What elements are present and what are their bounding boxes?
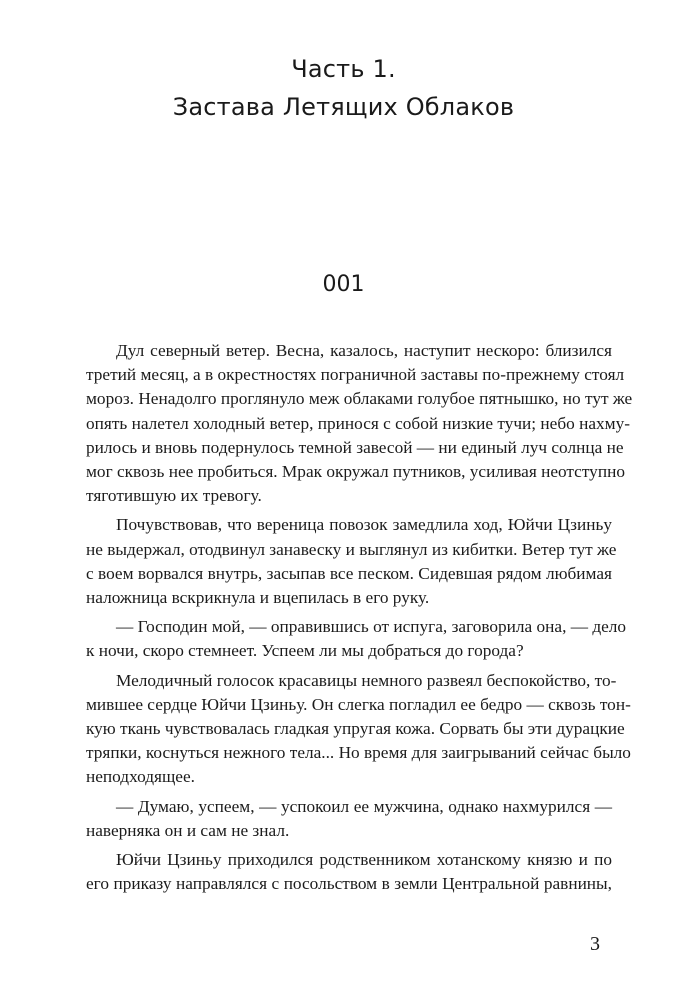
text-line: Дул северный ветер. Весна, казалось, наступит нескоро: близился [116,341,612,360]
text-line: наверняка он и сам не знал. [86,820,290,840]
text-line: мороз. Ненадолго проглянуло меж облаками голубое пятнышко, но тут же [86,389,633,409]
text-line: наложница вскрикнула и вцепилась в его руку. [86,588,430,608]
text-line: Мелодичный голосок красавицы немного развеял беспокойство, то- [116,670,617,690]
part-heading [0,50,687,126]
text-line: — Господин мой, — оправившись от испуга, заговорила она, — дело [116,617,627,637]
text-line: с воем ворвался внутрь, засыпав все песком. Сидевшая рядом любимая [86,563,612,583]
text-line: неподходящее. [86,767,195,787]
paragraph [86,615,627,663]
paragraph [86,848,612,896]
text-line: мог сквозь нее пробиться. Мрак окружал путников, усиливая неотступно [86,462,625,482]
paragraph [86,339,633,508]
text-line: Почувствовав, что вереница повозок замедлила ход, Юйчи Цзиньу [116,515,612,535]
part-subtitle: Застава Летящих Облаков [172,93,515,121]
chapter-number: 001 [322,272,365,297]
text-line: мившее сердце Юйчи Цзиньу. Он слегка погладил ее бедро — сквозь тон- [86,694,631,714]
text-line: Юйчи Цзиньу приходился родственником хотанскому князю и по [116,850,612,870]
paragraph [86,669,631,790]
text-line: — Думаю, успеем, — успокоил ее мужчина, однако нахмурился — [116,796,612,816]
part-title: Часть 1. [291,55,396,83]
page-number: 3 [590,933,600,955]
text-line: к ночи, скоро стемнеет. Успеем ли мы добраться до города? [86,641,524,661]
text-line: кую ткань чувствовалась гладкая упругая кожа. Сорвать бы эти дурацкие [86,719,625,739]
text-line: третий месяц, а в окрестностях пограничной заставы по-прежнему стоял [86,365,625,385]
paragraph [86,795,612,843]
paragraph [86,513,617,610]
body-text [86,339,633,901]
text-line: его приказу направлялся с посольством в земли Центральной равнины, [86,874,612,894]
text-line: рилось и вновь подернулось темной завесой — ни единый луч солнца не [86,437,624,457]
text-line: тряпки, коснуться нежного тела... Но время для заигрываний сейчас было [86,743,631,763]
text-line: тяготившую их тревогу. [86,486,262,506]
text-line: опять налетел холодный ветер, принося с собой низкие тучи; небо нахму- [86,413,630,433]
text-line: не выдержал, отодвинул занавеску и выглянул из кибитки. Ветер тут же [86,539,617,559]
